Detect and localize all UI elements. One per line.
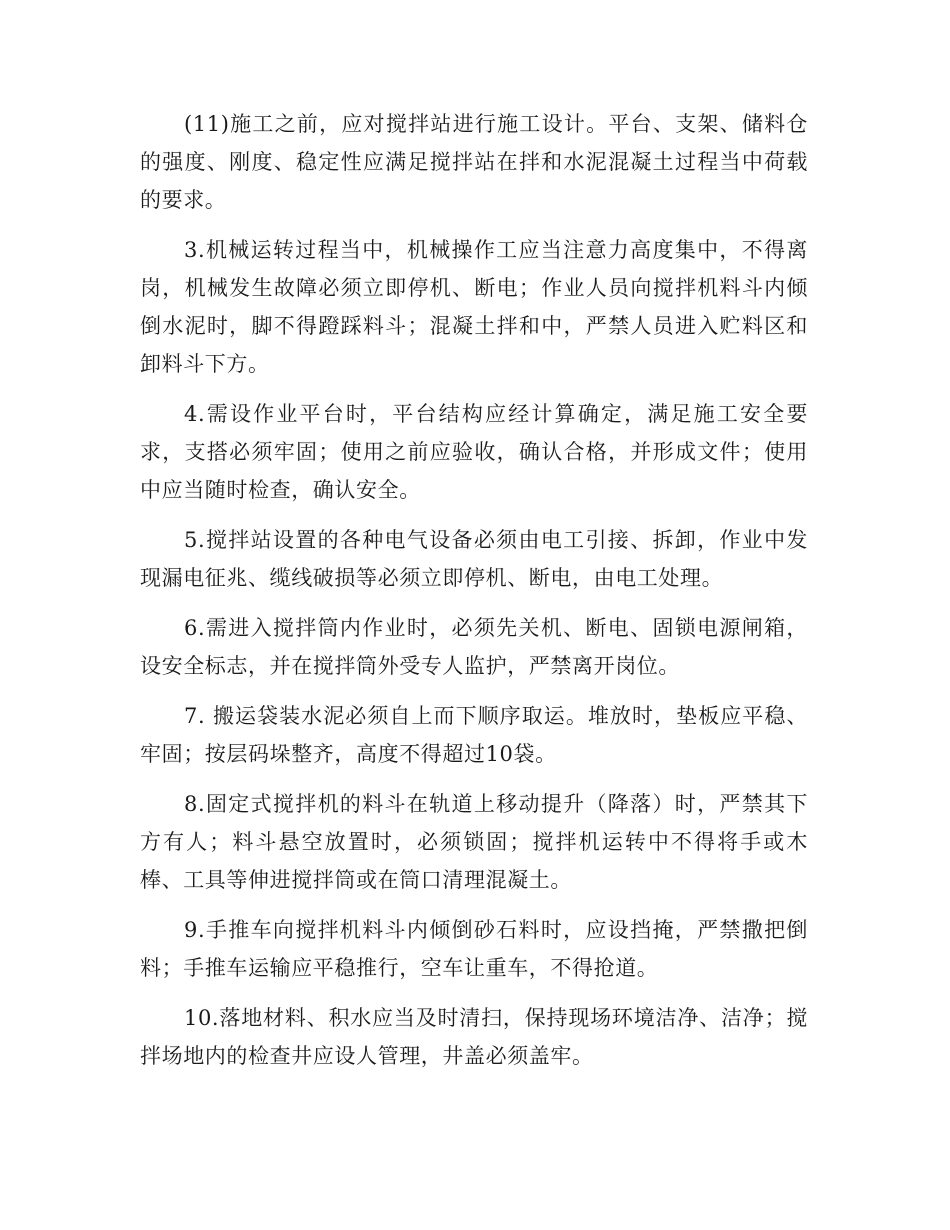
paragraph-10-site-cleaning: 10.落地材料、积水应当及时清扫，保持现场环境洁净、洁净；搅拌场地内的检查井应设人管理，井盖必须盖牢。 <box>140 1006 808 1068</box>
paragraph-7-cement-bags: 7. 搬运袋装水泥必须自上而下顺序取运。堆放时，垫板应平稳、牢固；按层码垛整齐，高度不得超过10袋。 <box>140 704 808 766</box>
paragraph-8-hopper-safety: 8.固定式搅拌机的料斗在轨道上移动提升（降落）时，严禁其下方有人；料斗悬空放置时，必须锁固；搅拌机运转中不得将手或木棒、工具等伸进搅拌筒或在筒口清理混凝土。 <box>140 792 808 892</box>
paragraph-4-work-platform: 4.需设作业平台时，平台结构应经计算确定，满足施工安全要求，支搭必须牢固；使用之前应验收，确认合格，并形成文件；使用中应当随时检查，确认安全。 <box>140 402 808 502</box>
paragraph-5-electrical-equipment: 5.搅拌站设置的各种电气设备必须由电工引接、拆卸，作业中发现漏电征兆、缆线破损等必须立即停机、断电，由电工处理。 <box>140 528 808 590</box>
document-body <box>140 105 808 1087</box>
paragraph-9-handcart: 9.手推车向搅拌机料斗内倾倒砂石料时，应设挡掩，严禁撒把倒料；手推车运输应平稳推行，空车让重车，不得抢道。 <box>140 918 808 980</box>
paragraph-3-machine-operation: 3.机械运转过程当中，机械操作工应当注意力高度集中，不得离岗，机械发生故障必须立即停机、断电；作业人员向搅拌机料斗内倾倒水泥时，脚不得蹬踩料斗；混凝土拌和中，严禁人员进入贮料区和卸料斗下方。 <box>140 238 808 376</box>
paragraph-11-mixing-station-design: (11)施工之前，应对搅拌站进行施工设计。平台、支架、储料仓的强度、刚度、稳定性应满足搅拌站在拌和水泥混凝土过程当中荷载的要求。 <box>140 112 808 212</box>
paragraph-6-drum-entry: 6.需进入搅拌筒内作业时，必须先关机、断电、固锁电源闸箱，设安全标志，并在搅拌筒外受专人监护，严禁离开岗位。 <box>140 616 808 678</box>
